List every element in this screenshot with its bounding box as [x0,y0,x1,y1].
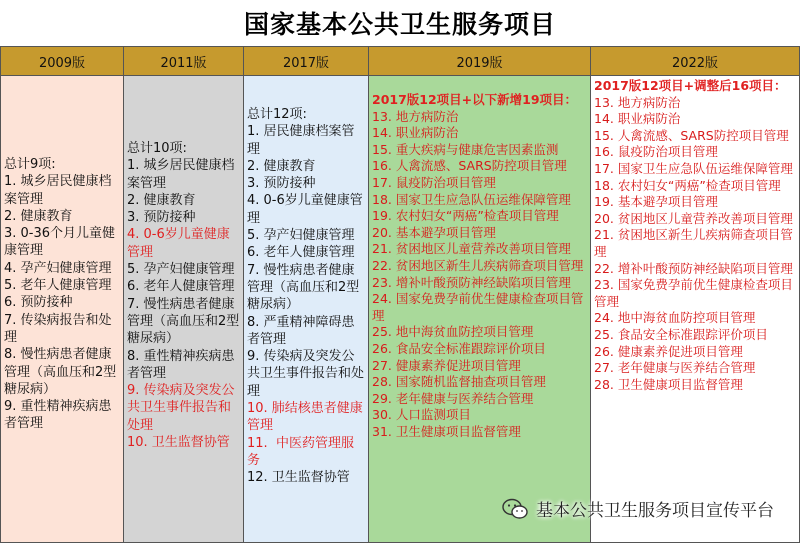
list-item: 7. 慢性病患者健康管理（高血压和2型糖尿病） [247,262,360,313]
column-2019-body [372,92,587,440]
page-title: 国家基本公共卫生服务项目 [243,10,556,39]
list-item: 4. 孕产妇健康管理 [4,260,112,276]
list-item: 12. 卫生监督协管 [247,470,350,486]
list-item: 7. 传染病报告和处理 [4,312,112,345]
column-2022-body [594,78,796,393]
watermark-text: 基本公共卫生服务项目宣传平台 [536,501,774,521]
list-item: 28. 国家随机监督抽查项目管理 [372,374,546,390]
comparison-table [0,46,800,543]
list-item: 19. 农村妇女“两癌”检查项目管理 [372,208,559,224]
list-item: 24. 国家免费孕前优生健康检查项目管理 [372,291,584,323]
list-item: 5. 孕产妇健康管理 [127,262,235,278]
list-item: 16. 人禽流感、SARS防控项目管理 [372,158,567,174]
header-2017: 2017版 [243,46,369,76]
list-item: 6. 老年人健康管理 [247,245,355,261]
list-item: 25. 食品安全标准跟踪评价项目 [594,326,768,342]
column-2011-body [127,140,240,451]
list-item: 21. 贫困地区新生儿疾病筛查项目管理 [594,227,793,259]
list-item: 3. 预防接种 [127,210,196,226]
header-2019: 2019版 [368,46,591,76]
list-item: 9. 重性精神疾病患者管理 [4,399,112,432]
list-item: 20. 贫困地区儿童营养改善项目管理 [594,210,793,226]
list-item: 15. 重大疾病与健康危害因素监测 [372,141,559,157]
list-item: 1. 城乡居民健康档案管理 [127,158,235,191]
column-intro: 2017版12项目+调整后16项目： [594,78,787,93]
list-item: 8. 慢性病患者健康管理（高血压和2型糖尿病） [4,347,117,397]
list-item: 7. 慢性病患者健康管理（高血压和2型糖尿病） [127,296,240,347]
list-item: 29. 老年健康与医养结合管理 [372,390,534,406]
list-item: 8. 严重精神障碍患者管理 [247,314,355,347]
header-2022: 2022版 [590,46,800,76]
list-item: 4. 0-6岁儿童健康管理 [127,227,230,260]
list-item: 28. 卫生健康项目监督管理 [594,376,743,392]
list-item: 22. 贫困地区新生儿疾病筛查项目管理 [372,257,584,273]
list-item: 18. 国家卫生应急队伍运维保障管理 [372,191,571,207]
list-item: 27. 老年健康与医养结合管理 [594,360,756,376]
list-item: 25. 地中海贫血防控项目管理 [372,324,534,340]
list-item: 5. 老年人健康管理 [4,278,112,294]
list-item: 13. 地方病防治 [372,108,459,124]
list-item: 8. 重性精神疾病患者管理 [127,348,235,381]
list-item: 26. 健康素养促进项目管理 [594,343,743,359]
column-summary: 总计12项: [247,107,307,122]
list-item: 9. 传染病及突发公共卫生事件报告和处理 [247,349,365,399]
list-item: 2. 健康教育 [4,208,73,224]
list-item: 6. 老年人健康管理 [127,279,235,295]
list-item: 24. 地中海贫血防控项目管理 [594,310,756,326]
column-summary: 总计9项: [4,157,56,172]
wechat-icon [502,498,528,520]
column-2009 [0,76,124,543]
list-item: 30. 人口监测项目 [372,407,471,423]
list-item: 3. 0-36个月儿童健康管理 [4,226,116,259]
list-item: 26. 食品安全标准跟踪评价项目 [372,340,546,356]
list-item: 10. 肺结核患者健康管理 [247,401,363,434]
list-item: 20. 基本避孕项目管理 [372,224,496,240]
list-item: 21. 贫困地区儿童营养改善项目管理 [372,241,571,257]
column-summary: 总计10项: [127,141,187,156]
column-intro: 2017版12项目+以下新增19项目： [372,92,578,107]
column-2009-body [4,156,120,433]
list-item: 5. 孕产妇健康管理 [247,228,355,244]
list-item: 14. 职业病防治 [594,111,681,127]
list-item: 16. 鼠疫防治项目管理 [594,144,718,160]
list-item: 9. 传染病及突发公共卫生事件报告和处理 [127,383,235,433]
watermark [502,496,774,521]
list-item: 1. 城乡居民健康档案管理 [4,174,112,207]
list-item: 1. 居民健康档案管理 [247,124,355,157]
column-2011 [123,76,244,543]
column-2017 [243,76,369,543]
list-item: 13. 地方病防治 [594,94,681,110]
list-item: 14. 职业病防治 [372,125,459,141]
list-item: 11. 中医药管理服务 [247,435,354,468]
list-item: 2. 健康教育 [127,192,196,208]
list-item: 6. 预防接种 [4,295,73,311]
list-item: 3. 预防接种 [247,176,316,192]
list-item: 31. 卫生健康项目监督管理 [372,423,521,439]
list-item: 18. 农村妇女“两癌”检查项目管理 [594,177,781,193]
list-item: 17. 鼠疫防治项目管理 [372,174,496,190]
list-item: 15. 人禽流感、SARS防控项目管理 [594,127,789,143]
column-2017-body [247,106,365,487]
list-item: 17. 国家卫生应急队伍运维保障管理 [594,160,793,176]
list-item: 2. 健康教育 [247,158,316,174]
header-2009: 2009版 [0,46,124,76]
list-item: 22. 增补叶酸预防神经缺陷项目管理 [594,260,793,276]
column-2019 [368,76,591,543]
list-item: 27. 健康素养促进项目管理 [372,357,521,373]
column-2022 [590,76,800,543]
list-item: 4. 0-6岁儿童健康管理 [247,193,363,226]
header-2011: 2011版 [123,46,244,76]
list-item: 23. 国家免费孕前优生健康检查项目管理 [594,277,793,309]
list-item: 19. 基本避孕项目管理 [594,194,718,210]
list-item: 10. 卫生监督协管 [127,435,230,451]
list-item: 23. 增补叶酸预防神经缺陷项目管理 [372,274,571,290]
